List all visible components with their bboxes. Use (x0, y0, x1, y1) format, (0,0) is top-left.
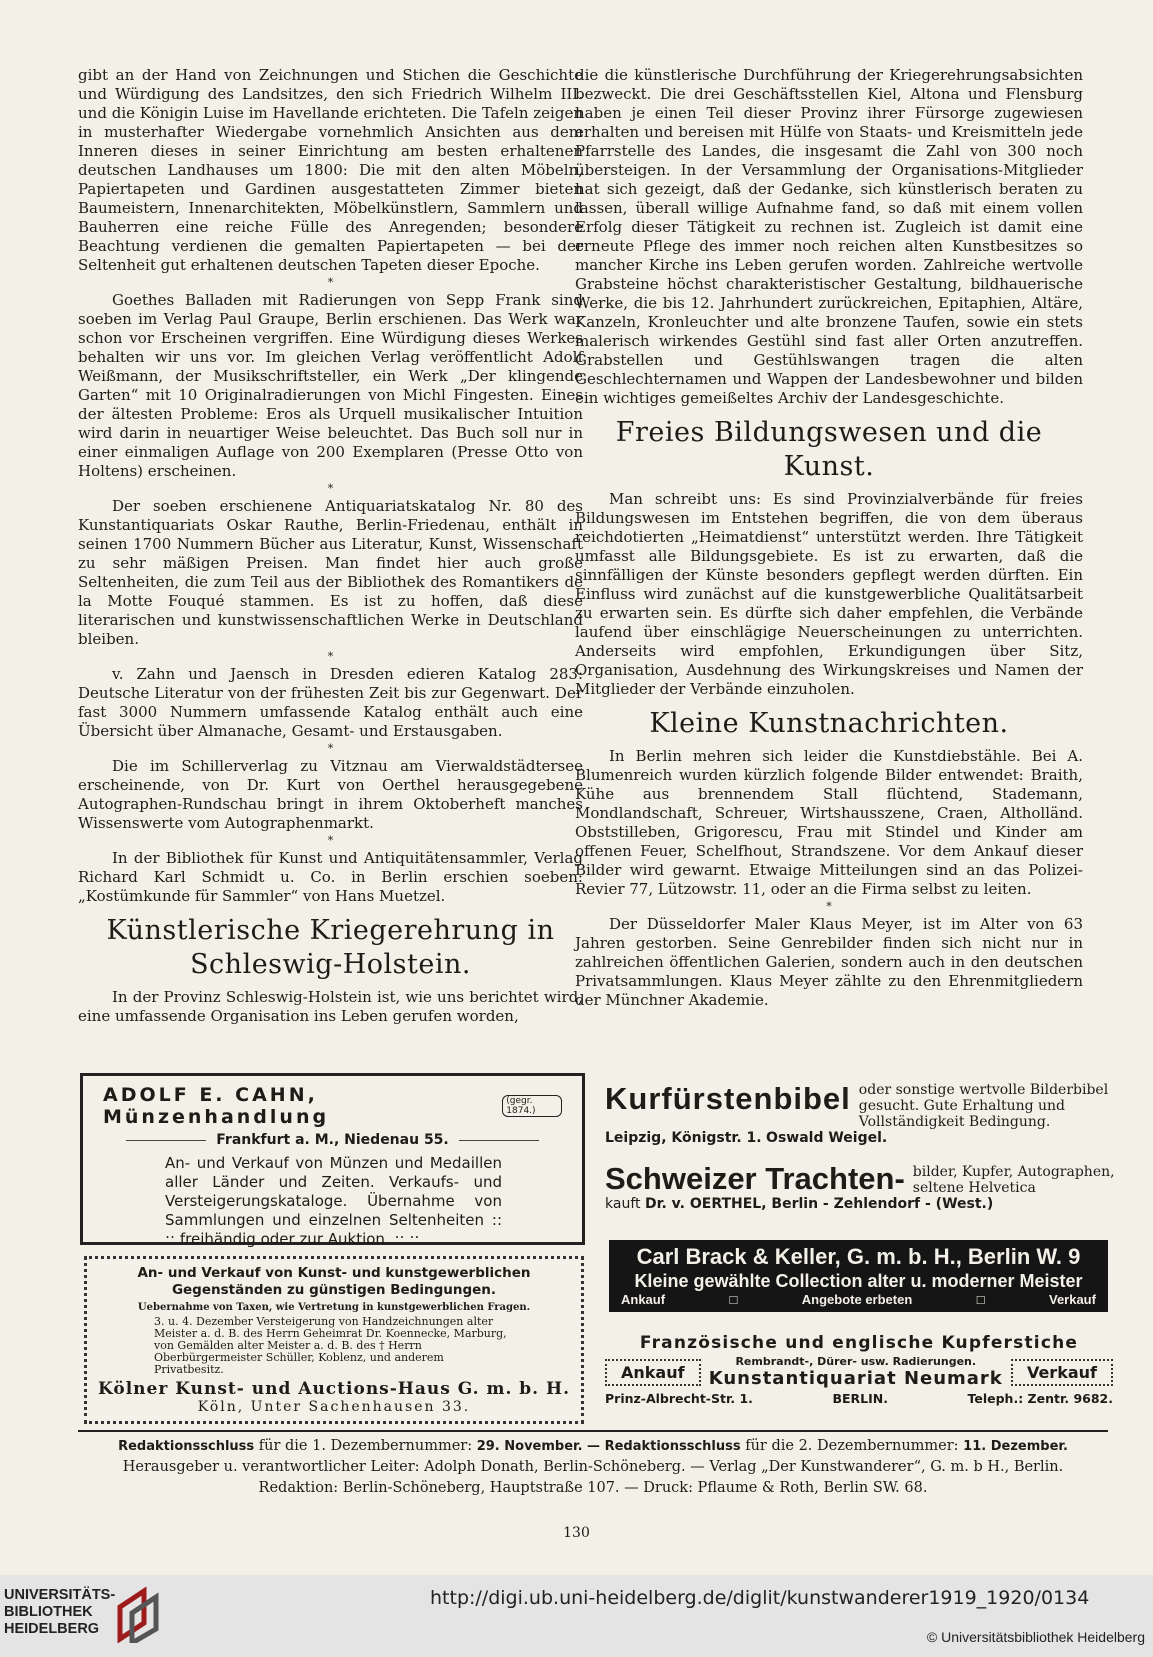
article-paragraph: In Berlin mehren sich leider die Kunstdiebstähle. Bei A. Blumenreich wurden kürzlich folgende Bilder entwendet: Braith, Kühe aus brennendem Stall flüchtend, Stademann, Mondlandschaft, Schreuer, Wirtshausszene, Craen, Altholländ. Obststilleben, Grigorescu, Frau mit Stindel und Kinder am offenen Feuer, Schelfhout, Strandszene. Vor dem Ankauf dieser Bilder wird gewarnt. Etwaige Mitteilungen sind an das Polizei-Revier 77, Lützowstr. 11, oder an die Firma selbst zu leiten. (575, 747, 1083, 898)
library-name-line: HEIDELBERG (4, 1621, 100, 1637)
advertisement-koeln (84, 1256, 584, 1424)
imprint-line-editorial: Redaktion: Berlin-Schöneberg, Hauptstraße 107. — Druck: Pflaume & Roth, Berlin SW. 68. (258, 1480, 928, 1496)
footer-divider (78, 1430, 1108, 1432)
article-paragraph: v. Zahn und Jaensch in Dresden edieren Katalog 283: Deutsche Literatur von der frühesten Zeit bis zur Gegenwart. Der fast 3000 Nummern umfassende Katalog enthält auch eine Übersicht über Almanache, Gesamt- und Erstausgaben. (78, 665, 583, 740)
copyright-notice: © Universitätsbibliothek Heidelberg (926, 1629, 1145, 1645)
ad-headline: An- und Verkauf von Kunst- und kunstgewerblichen Gegenständen zu günstigen Bedingungen. (137, 1265, 531, 1298)
imprint-line-publisher: Herausgeber u. verantwortlicher Leiter: Adolph Donath, Berlin-Schöneberg. — Verlag „Der Kunstwanderer“, G. m. b H., Berlin. (122, 1459, 1064, 1475)
imprint-footer (78, 1436, 1108, 1499)
page-number: 130 (563, 1525, 590, 1541)
ad-ankauf-box: Ankauf (605, 1359, 701, 1386)
advertisement-neumark (605, 1333, 1113, 1406)
ad-contact (605, 1196, 1115, 1212)
advertisement-cahn (80, 1073, 585, 1248)
ad-firm-name: ADOLF E. CAHN, Münzenhandlung (103, 1084, 330, 1128)
separator-star: * (826, 900, 832, 913)
ad-auction-note: 3. u. 4. Dezember Versteigerung von Handzeichnungen alter Meister a. d. B. des Herrn Geheimrat Dr. Koennecke, Marburg, von Gemälden alter Meister a. d. B. des † Herrn Oberbürgermeister Schüller, Koblenz, und anderem Privatbesitz. (154, 1315, 507, 1376)
ad-body: Rembrandt-, Dürer- usw. Radierungen. (735, 1355, 977, 1368)
deadline-date: 11. Dezember. (963, 1439, 1068, 1454)
ad-subline: Uebernahme von Taxen, wie Vertretung in kunstgewerblichen Fragen. (137, 1302, 531, 1313)
advertisement-brack-keller (609, 1240, 1108, 1312)
section-heading: Freies Bildungswesen und die Kunst. (615, 417, 1043, 482)
ad-firm-name: Kunstantiquariat Neumark (708, 1368, 1003, 1389)
ad-ankauf-label: Ankauf (621, 1292, 666, 1307)
section-heading: Künstlerische Kriegerehrung in Schleswig-Holstein. (106, 915, 555, 980)
ad-offers-label: Angebote erbeten (801, 1292, 913, 1307)
ad-headline: Französische und englische Kupferstiche (639, 1333, 1079, 1353)
ad-phone: Teleph.: Zentr. 9682. (967, 1391, 1113, 1406)
deadline-date: 29. November. — Redaktionsschluss (476, 1439, 741, 1454)
ad-founded-badge: (gegr. 1874.) (502, 1095, 562, 1117)
ad-body: An- und Verkauf von Münzen und Medaillen aller Länder und Zeiten. Verkaufs- und Versteigerungskataloge. Übernahme von Sammlungen und einzelnen Seltenheiten :: :: freihändig oder zur Auktion. :: :: (165, 1154, 502, 1248)
article-paragraph: Die im Schillerverlag zu Vitznau am Vierwaldstädtersee erscheinende, von Dr. Kurt von Oerthel herausgegebene Autographen-Rundschau bringt in ihrem Oktoberheft manches Wissenswerte vom Autographenmarkt. (78, 757, 583, 832)
ad-firm-name: Carl Brack & Keller, G. m. b. H., Berlin W. 9 (636, 1244, 1081, 1269)
ad-address: Leipzig, Königstr. 1. (605, 1130, 762, 1146)
square-icon: □ (976, 1292, 985, 1307)
separator-star: * (327, 834, 334, 847)
ad-firm-name: Oswald Weigel. (766, 1130, 888, 1146)
advertisement-schweizer-trachten (605, 1162, 1115, 1212)
permalink-url[interactable]: http://digi.ub.uni-heidelberg.de/diglit/kunstwanderer1919_1920/0134 (430, 1587, 1090, 1609)
ad-headline: Kurfürstenbibel (605, 1081, 851, 1116)
ad-verkauf-label: Verkauf (1048, 1292, 1096, 1307)
ad-contact (605, 1130, 1115, 1146)
separator-star: * (327, 742, 334, 755)
article-paragraph: In der Provinz Schleswig-Holstein ist, wie uns berichtet wird, eine umfassende Organisation ins Leben gerufen worden, (78, 988, 583, 1025)
article-paragraph: Der soeben erschienene Antiquariatskatalog Nr. 80 des Kunstantiquariats Oskar Rauthe, Berlin-Friedenau, enthält in seinen 1700 Nummern Bücher aus Literatur, Kunst, Wissenschaft zu sehr mäßigen Preisen. Man findet hier auch große Seltenheiten, die zum Teil aus der Bibliothek des Romantikers de la Motte Fouqué stammen. Es ist zu hoffen, daß diese literarischen und kunstwissenschaftlichen Werke in Deutschland bleiben. (78, 497, 583, 648)
ad-firm-name: Dr. v. OERTHEL, Berlin - Zehlendorf - (West.) (644, 1196, 994, 1212)
ad-firm-name: Kölner Kunst- und Auctions-Haus G. m. b. H. (97, 1379, 571, 1399)
separator-star: * (327, 482, 334, 495)
library-name-line: UNIVERSITÄTS- (4, 1587, 116, 1603)
advertisement-kurfuerstenbibel (605, 1082, 1115, 1146)
ad-verb: kauft (605, 1196, 641, 1212)
article-paragraph: Der Düsseldorfer Maler Klaus Meyer, ist im Alter von 63 Jahren gestorben. Seine Genrebilder finden sich nicht nur in zahlreichen öffentlichen Galerien, sondern auch in den deutschen Privatsammlungen. Klaus Meyer zählte zu den Ehrenmitgliedern der Münchner Akademie. (575, 915, 1083, 1009)
imprint-line-deadlines (78, 1436, 1108, 1457)
ad-headline: Schweizer Trachten- (605, 1161, 905, 1196)
ad-body: bilder, Kupfer, Autographen, seltene Helvetica (912, 1164, 1115, 1196)
library-name (4, 1587, 115, 1638)
section-heading: Kleine Kunstnachrichten. (649, 708, 1009, 739)
ad-body: oder sonstige wertvolle Bilderbibel gesucht. Gute Erhaltung und Vollständigkeit Bedingung. (858, 1082, 1109, 1130)
ad-center (709, 1355, 1003, 1389)
ad-headline: Kleine gewählte Collection alter u. moderner Meister (634, 1271, 1083, 1291)
article-paragraph: In der Bibliothek für Kunst und Antiquitätensammler, Verlag Richard Karl Schmidt u. Co. in Berlin erschien soeben: „Kostümkunde für Sammler“ von Hans Muetzel. (78, 849, 583, 905)
article-paragraph: Goethes Balladen mit Radierungen von Sepp Frank sind soeben im Verlag Paul Graupe, Berlin erschienen. Das Werk war schon vor Erscheinen vergriffen. Eine Würdigung dieses Werkes behalten wir uns vor. Im gleichen Verlag veröffentlicht Adolf Weißmann, der Musikschriftsteller, ein Werk „Der klingende Garten“ mit 10 Originalradierungen von Michl Fingesten. Eines der ältesten Probleme: Eros als Urquell musikalischer Intuition wird darin in neuartiger Weise beleuchtet. Das Buch soll nur in einer einmaligen Auflage von 200 Exemplaren (Presse Otto von Holtens) erscheinen. (78, 291, 583, 480)
article-paragraph: die die künstlerische Durchführung der Kriegerehrungsabsichten bezweckt. Die drei Geschäftsstellen Kiel, Altona und Flensburg haben je einen Teil dieser Provinz ihrer Fürsorge zugewiesen erhalten und bereisen mit Hülfe von Staats- und Kreismitteln jede Pfarrstelle des Landes, die insgesamt die Zahl von 300 noch übersteigen. In der Versammlung der Organisations-Mitglieder hat sich gezeigt, daß der Gedanke, sich künstlerisch beraten zu lassen, überall willige Aufnahme fand, so daß mit einem vollen Erfolg dieser Tätigkeit zu rechnen ist. Zugleich ist damit eine erneute Pflege des immer noch reichen alten Kunstbesitzes so mancher Kirche ins Leben gerufen worden. Zahlreiche wertvolle Grabsteine höchst charakteristischer Gestaltung, bildhauerische Werke, die bis 12. Jahrhundert zurückreichen, Epitaphien, Altäre, Kanzeln, Kronleuchter und alte bronzene Taufen, sowie ein stets malerisch wirkendes Gestühl sind fast aller Orten anzutreffen. Grabstellen und Gestühlswangen tragen die alten Geschlechternamen und Wappen der Landesbewohner und bilden ein wichtiges gemeißeltes Archiv der Landesgeschichte. (575, 66, 1083, 407)
deadline-label: Redaktionsschluss (118, 1439, 255, 1454)
ad-verkauf-box: Verkauf (1011, 1359, 1113, 1386)
ad-contact (605, 1391, 1113, 1406)
ad-actions (615, 1292, 1102, 1307)
library-name-line: BIBLIOTHEK (4, 1604, 93, 1620)
separator-star: * (327, 276, 334, 289)
library-logo-icon (116, 1587, 166, 1643)
square-icon: □ (729, 1292, 738, 1307)
ad-title (103, 1084, 562, 1128)
ad-address: Köln, Unter Sachenhausen 33. (197, 1399, 471, 1415)
deadline-text: für die 1. Dezembernummer: (254, 1438, 477, 1454)
library-footer-bar (0, 1575, 1153, 1657)
ad-middle-row (605, 1355, 1113, 1389)
ad-street: Prinz-Albrecht-Str. 1. (605, 1391, 753, 1406)
ad-city: BERLIN. (832, 1391, 888, 1406)
ad-address: Frankfurt a. M., Niedenau 55. (103, 1132, 562, 1148)
right-column (575, 66, 1083, 1010)
article-paragraph: gibt an der Hand von Zeichnungen und Stichen die Geschichte und Würdigung des Landsitzes, den sich Friedrich Wilhelm III. und die Königin Luise im Havellande erichteten. Die Tafeln zeigen in musterhafter Wiedergabe vornehmlich Ansichten aus dem Inneren dieses in seiner Einrichtung am besten erhaltenen deutschen Landhauses um 1800: Die mit den alten Möbeln, Papiertapeten und Gardinen ausgestatteten Zimmer bieten Baumeistern, Innenarchitekten, Möbelkünstlern, Sammlern und Bauherren eine reiche Fülle des Anregenden; besondere Beachtung verdienen die gemalten Papiertapeten — bei der Seltenheit gut erhaltenen deutschen Tapeten dieser Epoche. (78, 66, 583, 274)
deadline-text: für die 2. Dezembernummer: (740, 1438, 964, 1454)
left-column (78, 66, 583, 1026)
article-paragraph: Man schreibt uns: Es sind Provinzialverbände für freies Bildungswesen im Entstehen begriffen, die von dem überaus reichdotierten „Heimatdienst“ unterstützt werden. Ihre Tätigkeit umfasst alle Bildungsgebiete. Es ist zu erwarten, daß die sinnfälligen der Künste besonders gepflegt werden dürften. Ein Einfluss wird zunächst auf die kunstgewerbliche Qualitätsarbeit zu erwarten sein. Es dürfte sich daher empfehlen, die Verbände laufend über einschlägige Neuerscheinungen zu unterrichten. Anderseits wird empfohlen, Erkundigungen über Sitz, Organisation, Ausdehnung des Wirkungskreises und Namen der Mitglieder der Verbände einzuholen. (575, 490, 1083, 698)
separator-star: * (327, 650, 334, 663)
